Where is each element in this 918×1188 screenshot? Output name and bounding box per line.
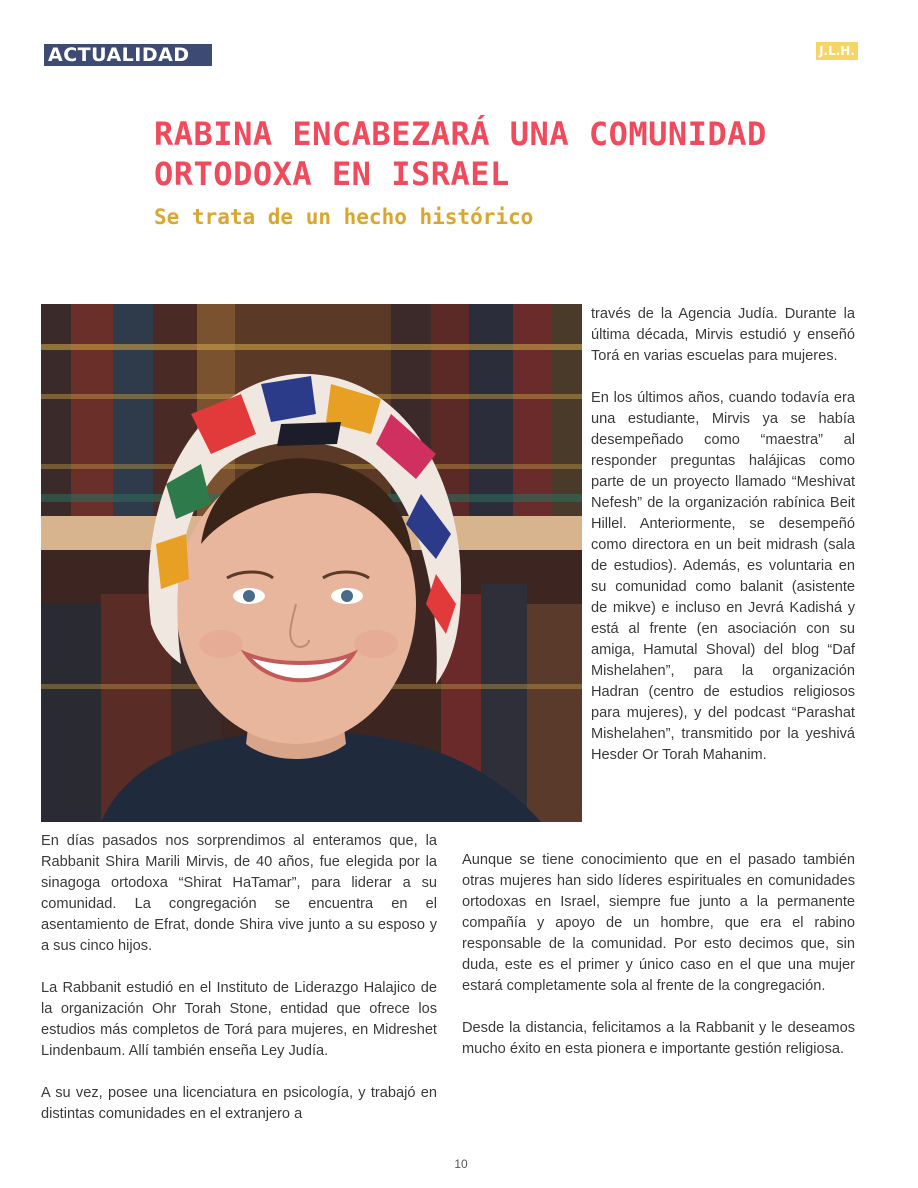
magazine-badge: J.L.H. <box>816 42 858 60</box>
article-title: RABINA ENCABEZARÁ UNA COMUNIDAD ORTODOXA EN ISRAEL <box>154 115 767 193</box>
paragraph: En los últimos años, cuando todavía era una estudiante, Mirvis ya se había desempeñado como “maestra” al responder preguntas halájicas como parte de un proyecto llamado “Meshivat Nefesh” de la organización rabínica Beit Hillel. Anteriormente, se desempeñó como directora en un beit midrash (sala de estudios). Además, es voluntaria en su comunidad como balanit (asistente de mikve) e incluso en Jevrá Kadishá y está al frente (en asociación con su amiga, Hamutal Shoval) del blog “Daf Mishelahen”, para la organización Hadran (centro de estudios religiosos para mujeres), y del podcast “Parashat Mishelahen”, transmitido por la yeshivá Hesder Or Torah Mahanim. <box>591 390 855 763</box>
portrait-photo <box>41 304 582 822</box>
paragraph: Desde la distancia, felicitamos a la Rabbanit y le deseamos mucho éxito en esta pionera e importante gestión religiosa. <box>462 1020 855 1057</box>
paragraph: través de la Agencia Judía. Durante la última década, Mirvis estudió y enseñó Torá en varias escuelas para mujeres. <box>591 306 855 364</box>
article-column-left <box>41 831 437 1125</box>
article-column-right-bottom <box>462 850 855 1060</box>
section-tag: ACTUALIDAD <box>44 44 212 66</box>
article-subtitle: Se trata de un hecho histórico <box>154 205 534 229</box>
paragraph: En días pasados nos sorprendimos al enteramos que, la Rabbanit Shira Marili Mirvis, de 40 años, fue elegida por la sinagoga ortodoxa “Shirat HaTamar”, para liderar a su comunidad. La congregación se encuentra en el asentamiento de Efrat, donde Shira vive junto a su esposo y a sus cinco hijos. <box>41 833 437 954</box>
paragraph: A su vez, posee una licenciatura en psicología, y trabajó en distintas comunidades en el extranjero a <box>41 1085 437 1122</box>
page-number: 10 <box>454 1157 468 1171</box>
paragraph: Aunque se tiene conocimiento que en el pasado también otras mujeres han sido líderes espirituales en comunidades ortodoxas en Israel, siempre fue junto a la permanente compañía y apoyo de un hombre, que era el rabino responsable de la comunidad. Por esto decimos que, sin duda, este es el primer y único caso en el que una mujer estará completamente sola al frente de la congregación. <box>462 852 855 994</box>
paragraph: La Rabbanit estudió en el Instituto de Liderazgo Halajico de la organización Ohr Torah Stone, entidad que ofrece los estudios más completos de Torá para mujeres, en Midreshet Lindenbaum. Allí también enseña Ley Judía. <box>41 980 437 1059</box>
article-column-right-top <box>591 304 855 766</box>
